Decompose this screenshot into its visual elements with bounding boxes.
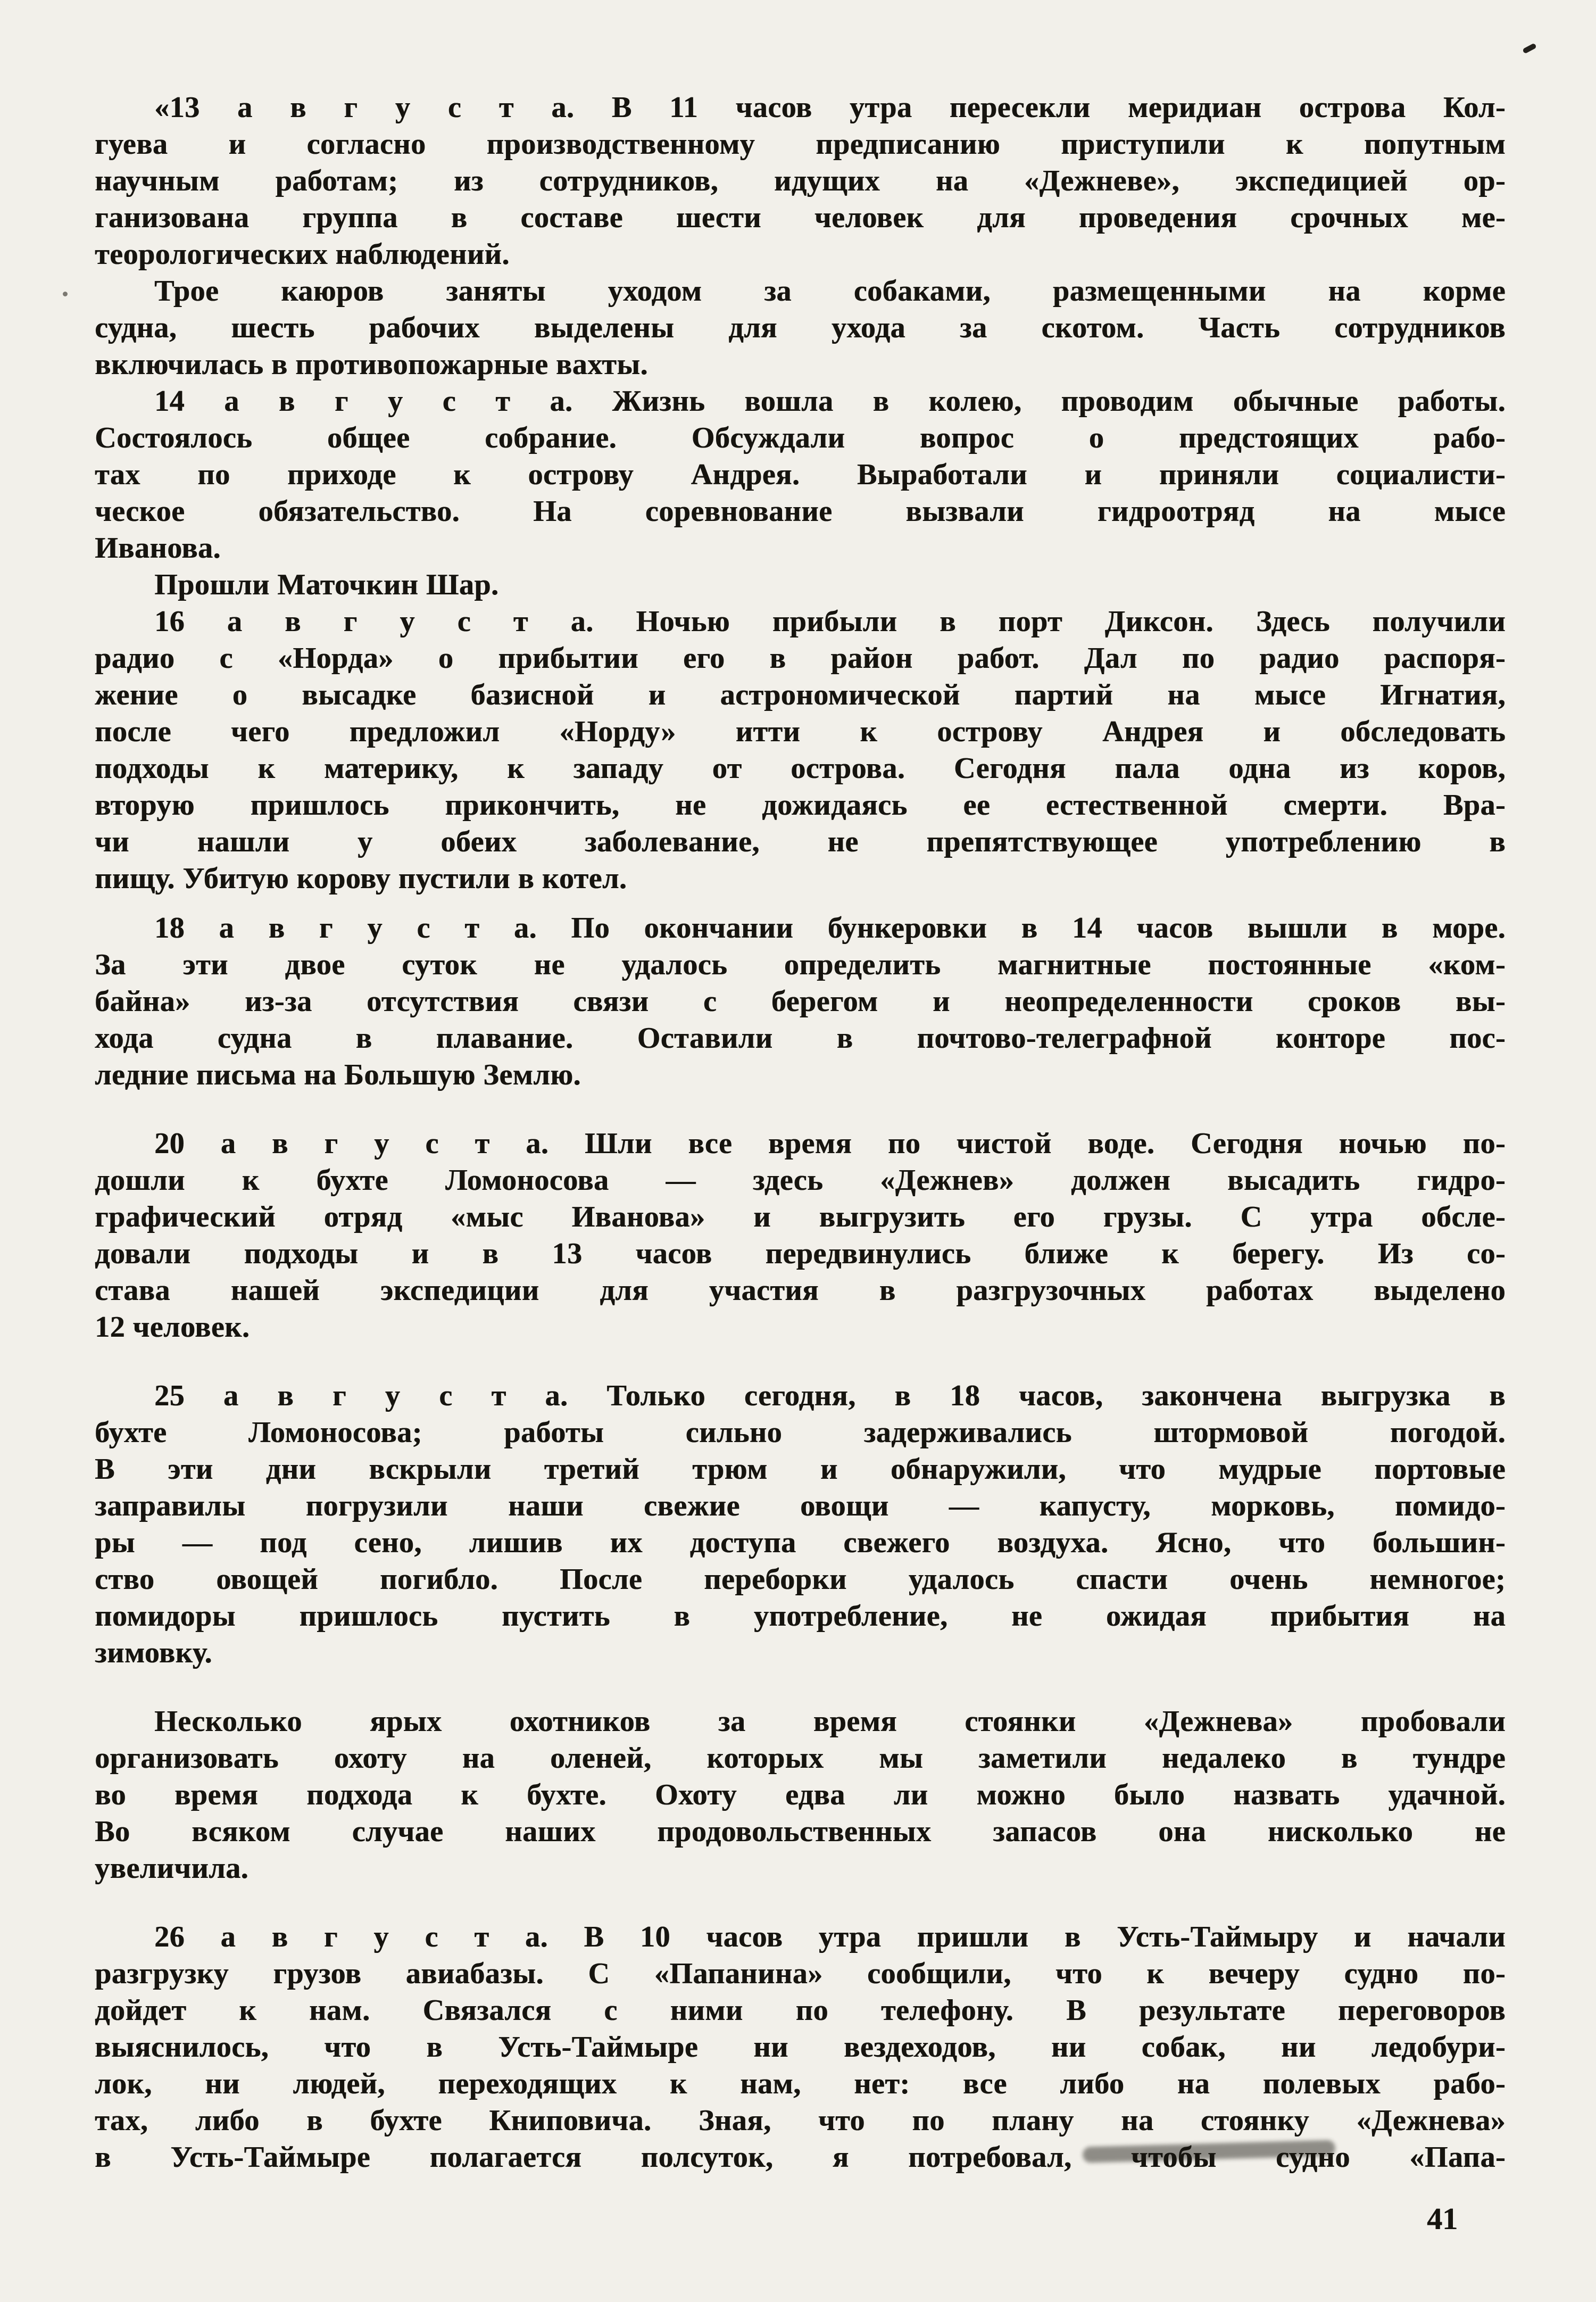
text-line: заправилы погрузили наши свежие овощи — капусту, морковь, помидо- (95, 1489, 1506, 1522)
paragraph (95, 1125, 1506, 1346)
text-line: после чего предложил «Норду» итти к острову Андрея и обследовать (95, 715, 1506, 748)
text-line: увеличила. (95, 1852, 249, 1885)
text-line: Несколько ярых охотников за время стоянки «Дежнева» пробовали (154, 1705, 1506, 1738)
scan-speck (1522, 43, 1537, 54)
text-line: научным работам; из сотрудников, идущих на «Дежневе», экспедицией ор- (95, 164, 1506, 197)
text-line: помидоры пришлось пустить в употребление, не ожидая прибытия на (95, 1600, 1506, 1633)
text-line: Иванова. (95, 532, 221, 565)
text-line: Во всяком случае наших продовольственных запасов она нисколько не (95, 1815, 1506, 1848)
paragraph (95, 1919, 1506, 2176)
text-line: Прошли Маточкин Шар. (154, 568, 499, 601)
text-line: ледние письма на Большую Землю. (95, 1058, 581, 1091)
text-line: в Усть-Таймыре полагается полсуток, я потребовал, чтобы судно «Папа- (95, 2141, 1506, 2174)
text-line: подходы к материку, к западу от острова. Сегодня пала одна из коров, (95, 752, 1506, 785)
text-line: 14 а в г у с т а. Жизнь вошла в колею, проводим обычные работы. (154, 385, 1506, 418)
text-line: вторую пришлось прикончить, не дожидаясь ее естественной смерти. Вра- (95, 789, 1506, 822)
text-line: байна» из-за отсутствия связи с берегом и неопределенности сроков вы- (95, 985, 1506, 1018)
text-line: «13 а в г у с т а. В 11 часов утра пересекли меридиан острова Кол- (154, 91, 1506, 124)
text-line: включилась в противопожарные вахты. (95, 348, 648, 381)
text-line: пищу. Убитую корову пустили в котел. (95, 862, 627, 895)
text-line: 20 а в г у с т а. Шли все время по чистой воде. Сегодня ночью по- (154, 1127, 1506, 1160)
text-line: судна, шесть рабочих выделены для ухода за скотом. Часть сотрудников (95, 311, 1506, 344)
text-line: довали подходы и в 13 часов передвинулись ближе к берегу. Из со- (95, 1237, 1506, 1270)
text-line: ры — под сено, лишив их доступа свежего воздуха. Ясно, что большин- (95, 1526, 1506, 1559)
text-line: гуева и согласно производственному предписанию приступили к попутным (95, 128, 1506, 161)
text-line: выяснилось, что в Усть-Таймыре ни вездеходов, ни собак, ни ледобури- (95, 2031, 1506, 2064)
paragraph (95, 383, 1506, 567)
text-line: во время подхода к бухте. Охоту едва ли можно было назвать удачной. (95, 1778, 1506, 1811)
paragraph (95, 1703, 1506, 1887)
page-number: 41 (1427, 2201, 1458, 2236)
text-line: За эти двое суток не удалось определить магнитные постоянные «ком- (95, 948, 1506, 981)
paragraph (95, 1378, 1506, 1671)
text-line: Трое каюров заняты уходом за собаками, размещенными на корме (154, 275, 1506, 308)
text-line: хода судна в плавание. Оставили в почтово-телеграфной конторе пос- (95, 1022, 1506, 1055)
text-line: организовать охоту на оленей, которых мы заметили недалеко в тундре (95, 1742, 1506, 1775)
text-line: става нашей экспедиции для участия в разгрузочных работах выделено (95, 1274, 1506, 1307)
text-block (95, 89, 1506, 2176)
text-line: Состоялось общее собрание. Обсуждали вопрос о предстоящих рабо- (95, 421, 1506, 454)
text-line: 18 а в г у с т а. По окончании бункеровки в 14 часов вышли в море. (154, 912, 1506, 945)
text-line: тах, либо в бухте Книповича. Зная, что по плану на стоянку «Дежнева» (95, 2104, 1506, 2137)
text-line: зимовку. (95, 1636, 212, 1669)
text-line: ство овощей погибло. После переборки удалось спасти очень немногое; (95, 1563, 1506, 1596)
text-line: тах по приходе к острову Андрея. Выработали и приняли социалисти- (95, 458, 1506, 491)
paragraph (95, 89, 1506, 273)
paragraph (95, 603, 1506, 897)
text-line: лок, ни людей, переходящих к нам, нет: все либо на полевых рабо- (95, 2067, 1506, 2100)
text-line: дошли к бухте Ломоносова — здесь «Дежнев» должен высадить гидро- (95, 1164, 1506, 1197)
text-line: 25 а в г у с т а. Только сегодня, в 18 часов, закончена выгрузка в (154, 1379, 1506, 1412)
text-line: графический отряд «мыс Иванова» и выгрузить его грузы. С утра обсле- (95, 1200, 1506, 1233)
text-line: теорологических наблюдений. (95, 238, 510, 271)
text-line: бухте Ломоносова; работы сильно задерживались штормовой погодой. (95, 1416, 1506, 1449)
text-line: ческое обязательство. На соревнование вызвали гидроотряд на мысе (95, 495, 1506, 528)
paragraph (95, 273, 1506, 383)
text-line: 12 человек. (95, 1311, 250, 1344)
text-line: разгрузку грузов авиабазы. С «Папанина» сообщили, что к вечеру судно по- (95, 1957, 1506, 1990)
text-line: дойдет к нам. Связался с ними по телефону. В результате переговоров (95, 1994, 1506, 2027)
scan-speck (63, 292, 68, 296)
text-line: ганизована группа в составе шести человек для проведения срочных ме- (95, 201, 1506, 234)
paragraph (95, 567, 1506, 603)
paragraph (95, 910, 1506, 1094)
text-line: В эти дни вскрыли третий трюм и обнаружили, что мудрые портовые (95, 1453, 1506, 1486)
text-line: 26 а в г у с т а. В 10 часов утра пришли в Усть-Таймыру и начали (154, 1920, 1506, 1953)
text-line: жение о высадке базисной и астрономической партий на мысе Игнатия, (95, 678, 1506, 711)
text-line: чи нашли у обеих заболевание, не препятствующее употреблению в (95, 825, 1506, 858)
text-line: 16 а в г у с т а. Ночью прибыли в порт Диксон. Здесь получили (154, 605, 1506, 638)
text-line: радио с «Норда» о прибытии его в район работ. Дал по радио распоря- (95, 642, 1506, 675)
